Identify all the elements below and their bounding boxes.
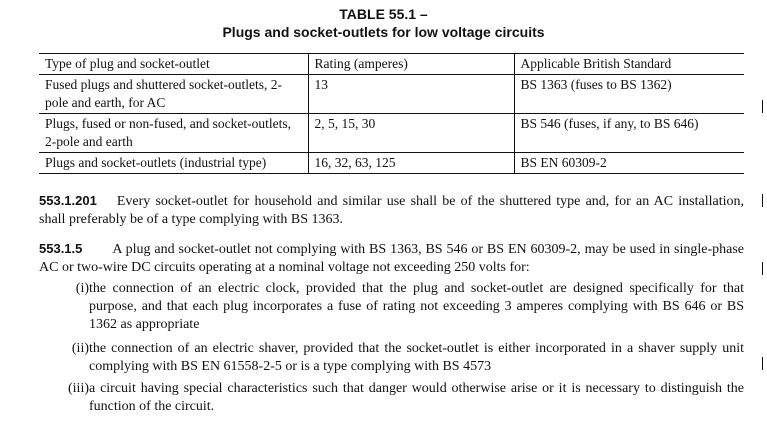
cell-rating: 2, 5, 15, 30 <box>308 114 514 153</box>
list-marker: (i) <box>75 281 89 296</box>
cell-standard: BS 1363 (fuses to BS 1362) <box>514 75 744 114</box>
table-row <box>39 153 744 174</box>
cell-standard: BS 546 (fuses, if any, to BS 646) <box>514 114 744 153</box>
header-rating: Rating (amperes) <box>308 54 514 75</box>
cell-rating: 16, 32, 63, 125 <box>308 153 514 174</box>
table-caption: Plugs and socket-outlets for low voltage circuits <box>222 24 545 40</box>
header-type: Type of plug and socket-outlet <box>39 54 308 75</box>
change-bar <box>762 357 763 370</box>
table-title: TABLE 55.1 – <box>339 6 428 22</box>
change-bar <box>762 194 763 207</box>
regulation-number: 553.1.201 <box>39 193 97 208</box>
table-row <box>39 75 744 114</box>
cell-type: Plugs, fused or non-fused, and socket-outlets, 2-pole and earth <box>39 114 308 153</box>
list-text: the connection of an electric clock, provided that the plug and socket-outlet are designed specifically for that purpose, and that each plug incorporates a fuse of rating not exceeding 3 amperes complying with BS 646 or BS 1362 as appropriate <box>89 281 744 332</box>
list-marker: (iii) <box>68 381 89 396</box>
plugs-table <box>39 53 744 174</box>
regulation-text: A plug and socket-outlet not complying with BS 1363, BS 546 or BS EN 60309-2, may be used in single-phase AC or two-wire DC circuits operating at a nominal voltage not exceeding 250 volts for: <box>39 242 744 275</box>
cell-type: Plugs and socket-outlets (industrial type) <box>39 153 308 174</box>
regulation-number: 553.1.5 <box>39 241 83 256</box>
regulation-553-1-201 <box>39 192 744 229</box>
change-bar <box>762 100 763 113</box>
change-bar <box>762 262 763 275</box>
cell-standard: BS EN 60309-2 <box>514 153 744 174</box>
regulation-553-1-5 <box>39 240 744 277</box>
regulation-text: Every socket-outlet for household and similar use shall be of the shuttered type and, for an AC installation, shall preferably be of a type complying with BS 1363. <box>39 194 744 227</box>
table-header-row <box>39 54 744 75</box>
cell-rating: 13 <box>308 75 514 114</box>
table-row <box>39 114 744 153</box>
list-text: a circuit having special characteristics such that danger would otherwise arise or it is necessary to distinguish the function of the circuit. <box>89 381 744 414</box>
list-text: the connection of an electric shaver, provided that the socket-outlet is either incorporated in a shaver supply unit complying with BS EN 61558-2-5 or is a type complying with BS 4573 <box>89 341 744 374</box>
list-marker: (ii) <box>71 341 89 356</box>
cell-type: Fused plugs and shuttered socket-outlets, 2-pole and earth, for AC <box>39 75 308 114</box>
header-standard: Applicable British Standard <box>514 54 744 75</box>
